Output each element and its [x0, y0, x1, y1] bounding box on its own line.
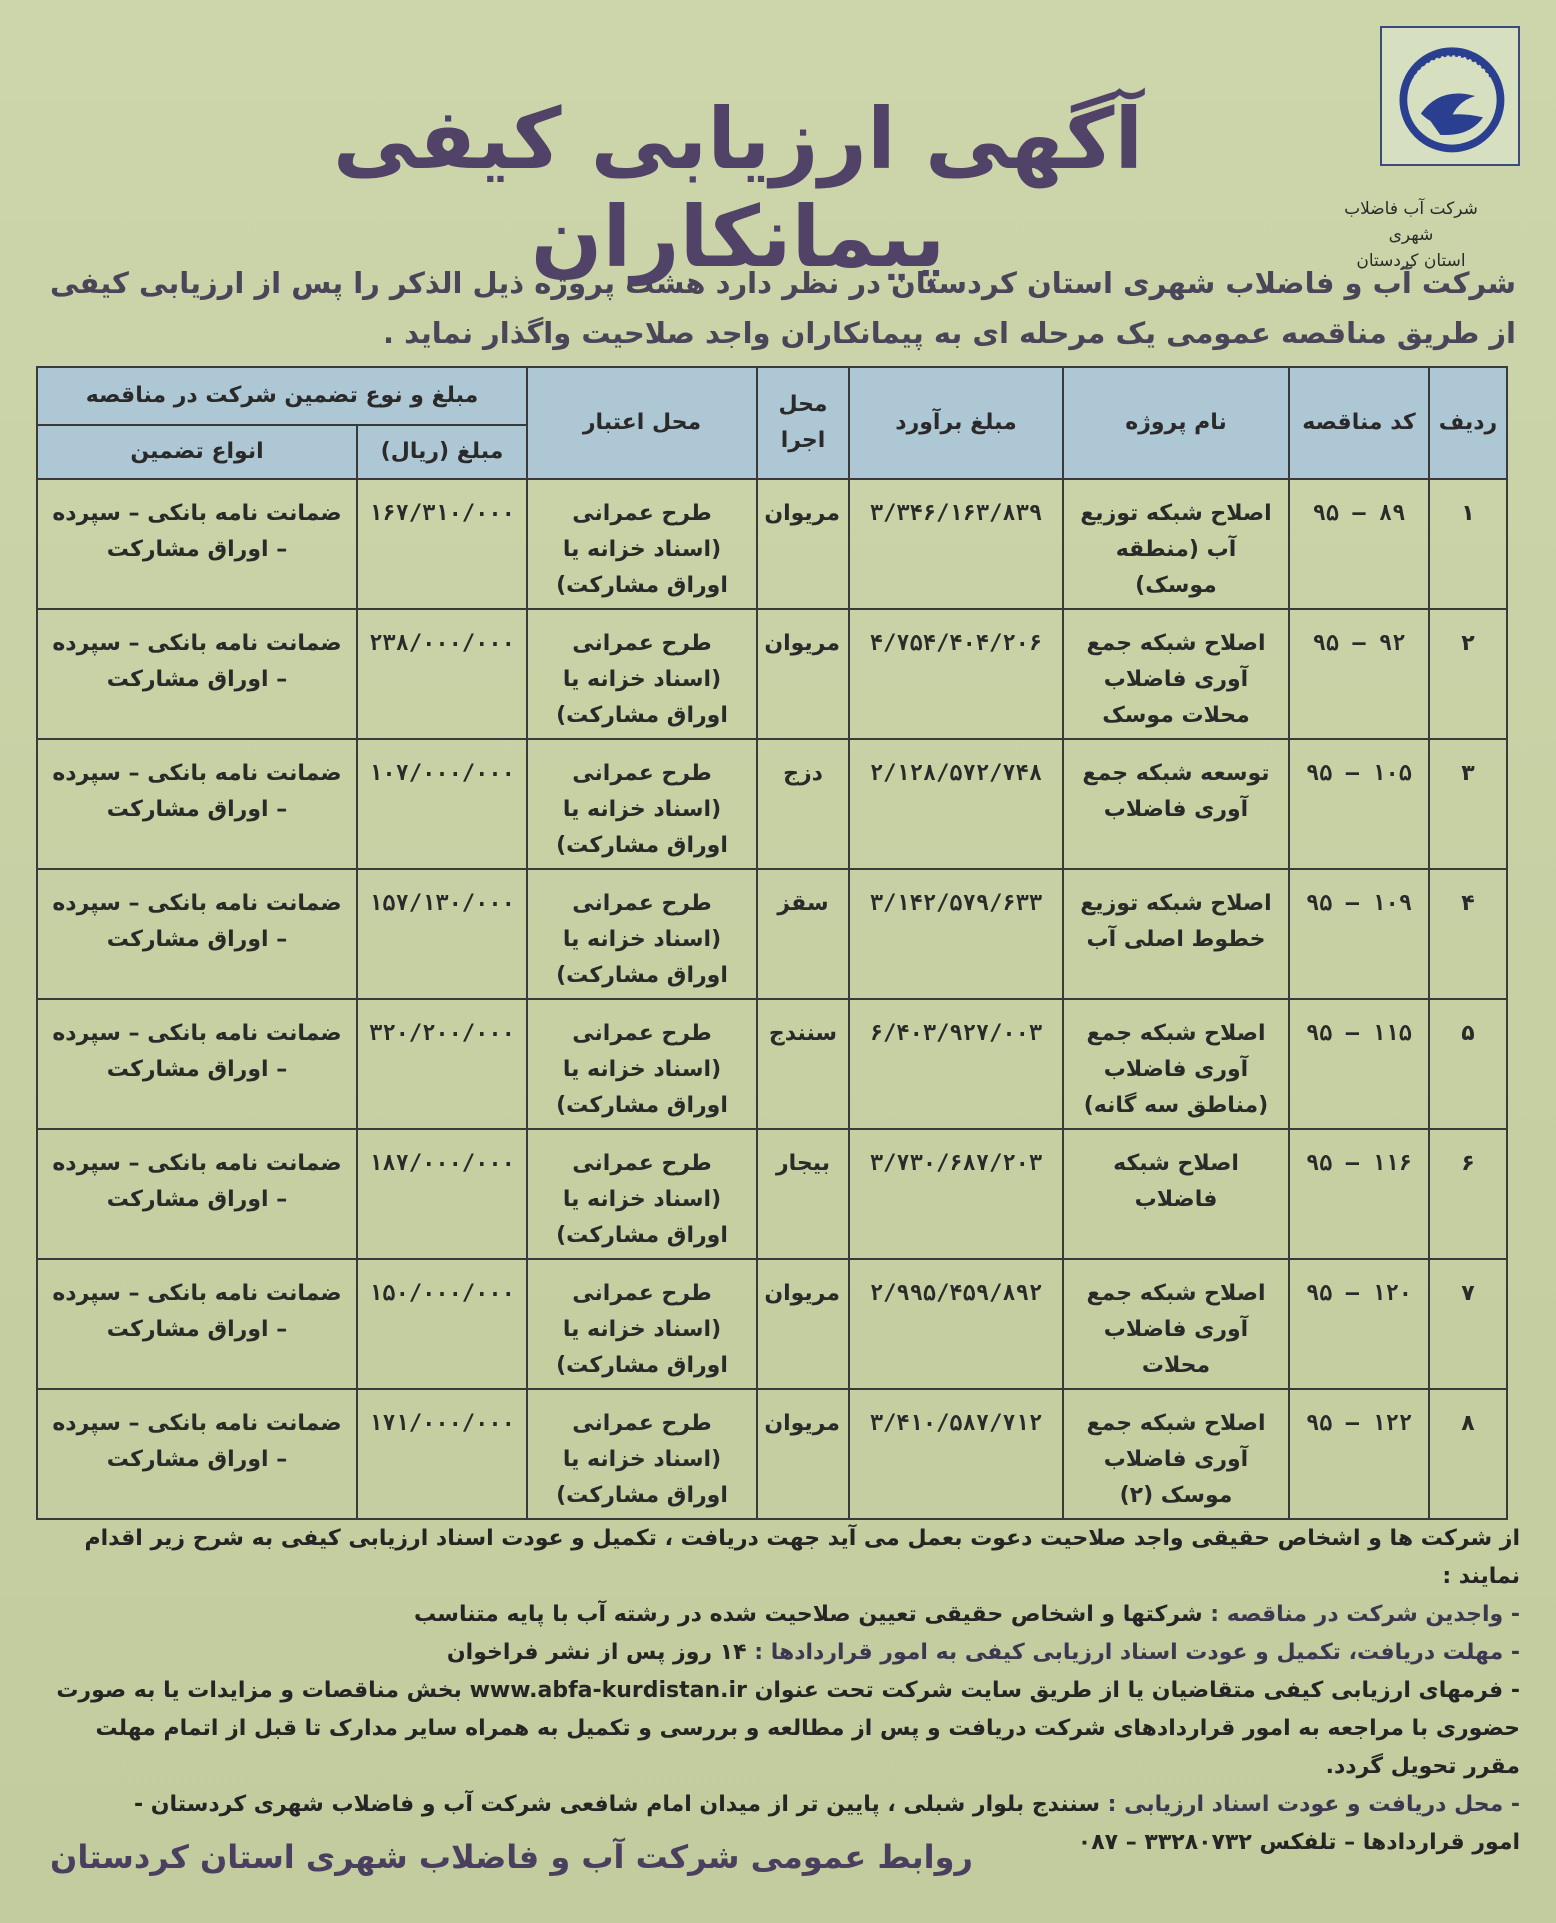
credit-source: طرح عمرانی (اسناد خزانه یا اوراق مشارکت) — [527, 1389, 757, 1519]
row-number: ۸ — [1429, 1389, 1507, 1519]
deadline-line — [46, 1634, 1520, 1672]
estimate-amount: ۳/۴۱۰/۵۸۷/۷۱۲ — [849, 1389, 1063, 1519]
table-row — [37, 1129, 1507, 1259]
estimate-amount: ۳/۳۴۶/۱۶۳/۸۳۹ — [849, 479, 1063, 609]
table-row — [37, 609, 1507, 739]
water-drop-logo-icon — [1382, 28, 1518, 164]
table-row — [37, 479, 1507, 609]
table-row — [37, 869, 1507, 999]
estimate-amount: ۴/۷۵۴/۴۰۴/۲۰۶ — [849, 609, 1063, 739]
header-tender-code: کد مناقصه — [1289, 367, 1429, 479]
deadline-text: ۱۴ روز پس از نشر فراخوان — [446, 1640, 755, 1665]
guarantee-types: ضمانت نامه بانکی – سپرده – اوراق مشارکت — [37, 1129, 357, 1259]
execution-location: دزج — [757, 739, 849, 869]
tender-code: ۱۲۲ – ۹۵ — [1289, 1389, 1429, 1519]
eligibility-label: - واجدین شرکت در مناقصه : — [1210, 1602, 1520, 1627]
guarantee-types: ضمانت نامه بانکی – سپرده – اوراق مشارکت — [37, 609, 357, 739]
guarantee-amount: ۲۳۸/۰۰۰/۰۰۰ — [357, 609, 527, 739]
credit-source: طرح عمرانی (اسناد خزانه یا اوراق مشارکت) — [527, 609, 757, 739]
guarantee-amount: ۱۸۷/۰۰۰/۰۰۰ — [357, 1129, 527, 1259]
tender-table — [36, 366, 1508, 1520]
guarantee-amount: ۳۲۰/۲۰۰/۰۰۰ — [357, 999, 527, 1129]
row-number: ۴ — [1429, 869, 1507, 999]
guarantee-types: ضمانت نامه بانکی – سپرده – اوراق مشارکت — [37, 999, 357, 1129]
execution-location: بیجار — [757, 1129, 849, 1259]
table-row — [37, 1389, 1507, 1519]
row-number: ۲ — [1429, 609, 1507, 739]
tender-code: ۱۲۰ – ۹۵ — [1289, 1259, 1429, 1389]
project-name: اصلاح شبکه جمع آوری فاضلاب (مناطق سه گانه) — [1063, 999, 1289, 1129]
tender-code: ۸۹ – ۹۵ — [1289, 479, 1429, 609]
company-name-line2: استان کردستان — [1356, 251, 1466, 271]
execution-location: مریوان — [757, 1389, 849, 1519]
contact-line: امور قراردادها – تلفکس ۳۳۲۸۰۷۳۲ – ۰۸۷ — [1077, 1830, 1520, 1855]
public-relations-signature: روابط عمومی شرکت آب و فاضلاب شهری استان کردستان — [50, 1838, 973, 1876]
execution-location: سنندج — [757, 999, 849, 1129]
project-name: اصلاح شبکه جمع آوری فاضلاب محلات موسک — [1063, 609, 1289, 739]
eligibility-text: شرکتها و اشخاص حقیقی تعیین صلاحیت شده در رشته آب با پایه متناسب — [414, 1602, 1211, 1627]
tender-code: ۱۱۶ – ۹۵ — [1289, 1129, 1429, 1259]
tender-code: ۱۰۵ – ۹۵ — [1289, 739, 1429, 869]
guarantee-types: ضمانت نامه بانکی – سپرده – اوراق مشارکت — [37, 869, 357, 999]
table-row — [37, 739, 1507, 869]
credit-source: طرح عمرانی (اسناد خزانه یا اوراق مشارکت) — [527, 999, 757, 1129]
header-project-name: نام پروژه — [1063, 367, 1289, 479]
credit-source: طرح عمرانی (اسناد خزانه یا اوراق مشارکت) — [527, 1129, 757, 1259]
guarantee-types: ضمانت نامه بانکی – سپرده – اوراق مشارکت — [37, 1259, 357, 1389]
row-number: ۶ — [1429, 1129, 1507, 1259]
guarantee-amount: ۱۵۰/۰۰۰/۰۰۰ — [357, 1259, 527, 1389]
eligibility-line — [46, 1596, 1520, 1634]
invitation-line: از شرکت ها و اشخاص حقیقی واجد صلاحیت دعوت بعمل می آید جهت دریافت ، تکمیل و عودت اسناد ارزیابی کیفی به شرح زیر اقدام نمایند : — [84, 1526, 1520, 1589]
guarantee-types: ضمانت نامه بانکی – سپرده – اوراق مشارکت — [37, 1389, 357, 1519]
address-line — [46, 1786, 1520, 1824]
company-name-line1: شرکت آب فاضلاب شهری — [1344, 199, 1478, 245]
estimate-amount: ۲/۱۲۸/۵۷۲/۷۴۸ — [849, 739, 1063, 869]
header-guarantee-amount: مبلغ (ریال) — [357, 425, 527, 479]
estimate-amount: ۳/۱۴۲/۵۷۹/۶۳۳ — [849, 869, 1063, 999]
address-label: - محل دریافت و عودت اسناد ارزیابی : — [1107, 1792, 1520, 1817]
execution-location: مریوان — [757, 1259, 849, 1389]
header-guarantee-types: انواع تضمین — [37, 425, 357, 479]
guarantee-amount: ۱۶۷/۳۱۰/۰۰۰ — [357, 479, 527, 609]
credit-source: طرح عمرانی (اسناد خزانه یا اوراق مشارکت) — [527, 869, 757, 999]
row-number: ۳ — [1429, 739, 1507, 869]
company-logo — [1380, 26, 1520, 166]
project-name: اصلاح شبکه جمع آوری فاضلاب موسک (۲) — [1063, 1389, 1289, 1519]
address-text: سنندج بلوار شبلی ، پایین تر از میدان امام شافعی شرکت آب و فاضلاب شهری کردستان - — [133, 1792, 1108, 1817]
project-name: اصلاح شبکه توزیع خطوط اصلی آب — [1063, 869, 1289, 999]
tender-code: ۱۱۵ – ۹۵ — [1289, 999, 1429, 1129]
estimate-amount: ۶/۴۰۳/۹۲۷/۰۰۳ — [849, 999, 1063, 1129]
instructions-block — [46, 1520, 1520, 1862]
header-estimate: مبلغ برآورد — [849, 367, 1063, 479]
credit-source: طرح عمرانی (اسناد خزانه یا اوراق مشارکت) — [527, 1259, 757, 1389]
project-name: توسعه شبکه جمع آوری فاضلاب — [1063, 739, 1289, 869]
header-credit-source: محل اعتبار — [527, 367, 757, 479]
guarantee-types: ضمانت نامه بانکی – سپرده – اوراق مشارکت — [37, 739, 357, 869]
execution-location: سقز — [757, 869, 849, 999]
page-title: آگهی ارزیابی کیفی پیمانکاران — [332, 90, 1144, 286]
estimate-amount: ۲/۹۹۵/۴۵۹/۸۹۲ — [849, 1259, 1063, 1389]
row-number: ۵ — [1429, 999, 1507, 1129]
tender-code: ۹۲ – ۹۵ — [1289, 609, 1429, 739]
guarantee-types: ضمانت نامه بانکی – سپرده – اوراق مشارکت — [37, 479, 357, 609]
forms-paragraph: - فرمهای ارزیابی کیفی متقاضیان یا از طریق سایت شرکت تحت عنوان www.abfa-kurdistan.ir بخش مناقصات و مزایدات یا به صورت حضوری با مراجعه به امور قراردادهای شرکت دریافت و پس از مطالعه و بررسی و تکمیل به همراه سایر مدارک تا قبل از اتمام مهلت مقرر تحویل گردد. — [56, 1678, 1520, 1779]
estimate-amount: ۳/۷۳۰/۶۸۷/۲۰۳ — [849, 1129, 1063, 1259]
guarantee-amount: ۱۷۱/۰۰۰/۰۰۰ — [357, 1389, 527, 1519]
project-name: اصلاح شبکه جمع آوری فاضلاب محلات — [1063, 1259, 1289, 1389]
credit-source: طرح عمرانی (اسناد خزانه یا اوراق مشارکت) — [527, 739, 757, 869]
header-location: محل اجرا — [757, 367, 849, 479]
deadline-label: - مهلت دریافت، تکمیل و عودت اسناد ارزیابی کیفی به امور قراردادها : — [754, 1640, 1520, 1665]
execution-location: مریوان — [757, 609, 849, 739]
execution-location: مریوان — [757, 479, 849, 609]
project-name: اصلاح شبکه فاضلاب — [1063, 1129, 1289, 1259]
table-row — [37, 999, 1507, 1129]
row-number: ۷ — [1429, 1259, 1507, 1389]
credit-source: طرح عمرانی (اسناد خزانه یا اوراق مشارکت) — [527, 479, 757, 609]
guarantee-amount: ۱۰۷/۰۰۰/۰۰۰ — [357, 739, 527, 869]
guarantee-amount: ۱۵۷/۱۳۰/۰۰۰ — [357, 869, 527, 999]
row-number: ۱ — [1429, 479, 1507, 609]
project-name: اصلاح شبکه توزیع آب (منطقه موسک) — [1063, 479, 1289, 609]
header-guarantee-group: مبلغ و نوع تضمین شرکت در مناقصه — [37, 367, 527, 425]
intro-paragraph: شرکت آب و فاضلاب شهری استان کردستان در نظر دارد هشت پروژه ذیل الذکر را پس از ارزیابی کیفی از طریق مناقصه عمومی یک مرحله ای به پیمانکاران واجد صلاحیت واگذار نماید . — [50, 266, 1516, 350]
tender-code: ۱۰۹ – ۹۵ — [1289, 869, 1429, 999]
header-row-number: ردیف — [1429, 367, 1507, 479]
table-row — [37, 1259, 1507, 1389]
